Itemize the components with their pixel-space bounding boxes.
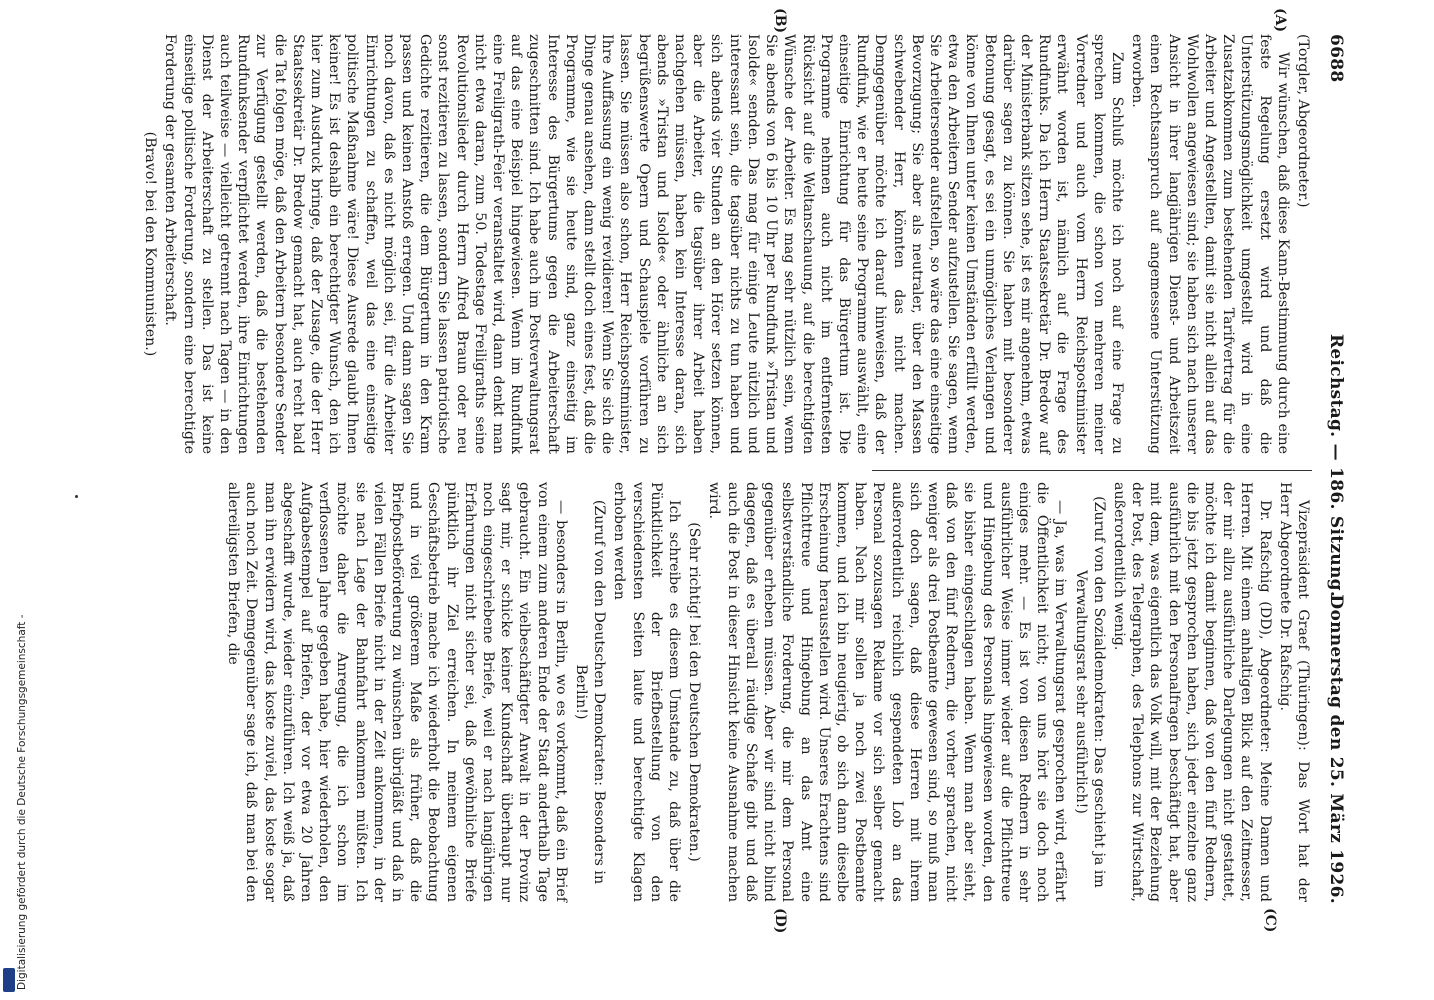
margin-marker-b: (B) xyxy=(772,8,788,34)
page-header xyxy=(1322,34,1348,914)
applause-note: (Bravo! bei den Kommunisten.) xyxy=(142,131,159,357)
margin-marker-a: (A) xyxy=(1272,8,1288,33)
interjection: (Sehr richtig! bei den Deutschen Demokraten.) xyxy=(686,522,703,862)
scanned-page xyxy=(142,8,1348,934)
left-column xyxy=(139,34,1312,454)
paragraph: Zum Schluß möchte ich noch auf eine Frage zu sprechen kommen, die schon von mehreren meiner Vorredner und auch vom Herrn Reichspostminister erwähnt worden ist, nämlich auf die Frage des Rundfunks. Da ich Herrn Staatssekretär Dr. Bredow auf der Ministerbank sitzen sehe, ist es mir angenehm, etwas darüber sagen zu können. Sie haben mit besonderer Betonung gesagt, es sei ein unmögliches Verlangen und könne von Ihnen unter keinen Umständen erfüllt werden, etwa den Arbeitern Sender aufzustellen. Sie sagen, wenn Sie Arbeitersender aufstellen, so wäre das eine einseitige Bevorzugung; Sie aber als neutraler, über den Massen schwebender Herr, könnten das nicht machen. Demgegenüber möchte ich darauf hinweisen, daß der Rundfunk, wie er heute seine Programme auswählt, eine einseitige Einrichtung für das Bürgertum ist. Die Programme nehmen auch nicht im entferntesten Rücksicht auf die Weltanschauung, auf die berechtigten Wünsche der Arbeiter. Es mag sehr nützlich sein, wenn Sie abends von 6 bis 10 Uhr per Rundfunk »Tristan und Isolde« senden. Das mag für einige Leute nützlich und interessant sein, die tagsüber nichts zu tun haben und sich abends vier Stunden an den Hörer setzen können, aber die Arbeiter, die tagsüber ihrer Arbeit haben nachgehen müssen, haben kein Interesse daran, sich abends »Tristan und Isolde« oder ähnliche an sich begrüßenswerte Opern und Schauspiele vorführen zu lassen. Sie müssen also schon, Herr Reichspostminister, Ihre Auffassung ein wenig revidieren! Wenn Sie sich die Dinge genau ansehen, dann stellt doch eines fest, daß die Programme, wie sie heute sind, ganz einseitig im Interesse des Bürgertums gegen die Arbeiterschaft zugeschnitten sind. Ich habe auch im Postverwaltungsrat auf das eine Beispiel hingewiesen. Wenn im Rundfunk eine Freiligrath-Feier veranstaltet wird, dann denkt man nicht etwa daran, zum 50. Todestage Freiligraths seine Revolutionslieder durch Herrn Alfred Braun oder neu sonst rezitieren zu lassen, sondern Sie lassen patriotische Gedichte rezitieren, die dem Bürgertum in den Kram passen und keinen Anstoß erregen. Und dann sagen Sie noch davon, daß es nicht möglich sei, für die Arbeiter Einrichtungen zu schaffen, weil das eine einseitige politische Maßnahme wäre! Diese Ausrede glaubt Ihnen keiner! Es ist deshalb ein berechtigter Wunsch, den ich hier zum Ausdruck bringe, daß der Zusage, die der Herr Staatssekretär Dr. Bredow gemacht hat, auch recht bald die Tat folgen möge, daß den Arbeitern besondere Sender zur Verfügung gestellt werden, daß die bestehenden Rundfunksender verpflichtet werden, ihre Einrichtungen auch teilweise — vielleicht getrennt nach Tagen — in den Dienst der Arbeiterschaft zu stellen. Das ist keine einseitige politische Forderung, sondern eine berechtigte Forderung der gesamten Arbeiterschaft. xyxy=(162,34,1125,454)
margin-marker-d: (D) xyxy=(772,908,788,934)
paragraph: Dr. Rafschig (DD), Abgeordneter: Meine Damen und Herren. Mit einem anhaltigen Blick auf den Zeitmesser, der mir allzu ausführliche Darlegungen nicht gestattet, möchte ich damit beginnen, daß von den fünf Rednern, die bis jetzt gesprochen haben, sich jeder einzelne ganz ausführlich mit den Personalfragen beschäftigt hat, aber mit dem, was eigentlich das Volk will, mit der Beziehung der Post, des Telegraphen, des Telephons zur Wirtschaft, außerordentlich wenig. xyxy=(1110,482,1273,902)
page-number: 6688 xyxy=(1326,34,1346,83)
scan-speck xyxy=(75,495,78,498)
paragraph: — Ja, was im Verwaltungsrat gesprochen wird, erfährt die Öffentlichkeit nicht; von uns hört sie doch noch einiges mehr. — Es ist von diesen Rednern in sehr ausführlicher Weise immer wieder auf die Pflichttreue und Hingebung des Personals hingewiesen worden, den sie bisher eingeschlagen haben. Wenn man aber sieht, daß von den fünf Rednern, die vorher sprachen, nicht weniger als drei Postbeamte gewesen sind, so muß man sich doch sagen, daß diese Herren mit ihrem außerordentlich reichlich gespendeten Lob an das Personal sozusagen Reklame vor sich selber gemacht haben. Nach mir sollen ja noch zwei Postbeamte kommen, und ich bin neugierig, ob sich dann dieselbe Erscheinung herausstellen wird. Unseres Erachtens sind Pflichttreue und Hingebung an das Amt eine selbstverständliche Forderung, die mir dem Personal gegenüber erheben müssen. Aber wir sind nicht blind dagegen, daß es überall räudige Schafe gibt und daß auch die Post in dieser Hinsicht keine Ausnahme machen wird. xyxy=(706,482,1069,902)
interjection: (Zuruf von den Sozialdemokraten: Das geschieht ja im Verwaltungsrat sehr ausführlich!) xyxy=(1072,496,1107,888)
funding-note: Digitalisierung gefördert durch die Deutsche Forschungsgemeinschaft - xyxy=(16,614,28,990)
column-divider xyxy=(872,470,1312,471)
paragraph: Wir wünschen, daß diese Kann-Bestimmung durch eine feste Regelung ersetzt wird und daß die Unterstützungsmöglichkeit umgestellt wird in eine Zusatzabkommen zum bestehenden Tarifvertrag für die Arbeiter und Angestellten, damit sie nicht allein auf das Wohlwollen angewiesen sind; sie haben sich nach unserer Ansicht in ihrer langjährigen Dienst- und Arbeitszeit einen Rechtsanspruch auf angemessene Unterstützung erworben. xyxy=(1129,34,1291,454)
paragraph: Vizepräsident Graef (Thüringen): Das Wort hat der Herr Abgeordnete Dr. Rafschig. xyxy=(1276,482,1311,902)
paragraph: — besonders in Berlin, wo es vorkommt, daß ein Brief von einem zum anderen Ende der Stadt anderthalb Tage gebraucht. Ein vielbeschäftigter Anwalt in der Provinz sagt mir, er schicke keiner Kundschaft überhaupt nur noch eingeschriebene Briefe, weil er nach langjährigen Erfahrungen nicht sicher sei, daß gewöhnliche Briefe pünktlich ihr Ziel erreichen. In meinem eigenen Geschäftsbetrieb mache ich wiederholt die Beobachtung und in viel größerem Maße als früher, daß die Briefpostbeförderung zu wünschen übrigläßt und daß in vielen Fällen Briefe nicht in der Zeit ankommen, in der sie nach Lage der Bahnfahrt ankommen müßten. Ich möchte daher die Anregung, die ich schon im verflossenen Jahre gegeben habe, hier wiederholen, den Aufgabestempel auf Briefen, der vor etwa 20 Jahren abgeschafft wurde, wieder einzuführen. Ich weiß ja, daß man ihn erwidern wird, das koste zuviel, das koste sogar auch noch Zeit. Demgegenüber sage ich, daß man bei den allereiligsten Briefen, die xyxy=(225,482,569,902)
interjection: (Zuruf von den Deutschen Demokraten: Besonders in Berlin!) xyxy=(573,499,608,885)
paragraph: Ich schreibe es diesem Umstande zu, daß über die Pünktlichkeit der Briefbestellung von den verschiedensten Seiten laute und berechtigte Klagen erhoben werden xyxy=(611,482,683,902)
session-date: Donnerstag den 25. März 1926. xyxy=(1326,594,1346,904)
dfg-logo-icon xyxy=(3,968,15,992)
margin-marker-c: (C) xyxy=(1262,908,1278,933)
right-column xyxy=(222,482,1312,902)
speaker-tag: (Torgler, Abgeordneter.) xyxy=(1295,34,1311,208)
running-title: Reichstag. — 186. Sitzung. xyxy=(1326,334,1346,598)
dfg-sidebar xyxy=(0,0,28,1000)
